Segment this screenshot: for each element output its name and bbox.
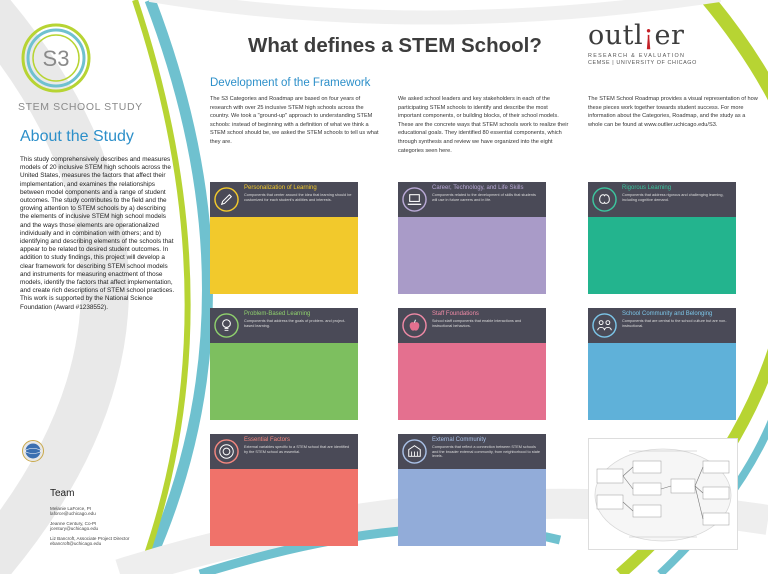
card-color-block (588, 217, 736, 294)
outlier-word-b: er (654, 20, 685, 51)
card-header (398, 182, 546, 217)
card-color-block (588, 343, 736, 420)
card-description: Components related to the development of skills that students will use in future careers and in life. (432, 193, 536, 202)
card-school-community-belonging (588, 308, 736, 420)
card-color-block (398, 217, 546, 294)
card-personalization-of-learning (210, 182, 358, 294)
team-member-name: Liz Bancroft, Associate Project Director (50, 535, 130, 541)
card-description: Components that center around the idea that learning should be customized for each student's abilities and interests. (244, 193, 352, 202)
s3-logo-icon (20, 22, 92, 94)
card-rigorous-learning (588, 182, 736, 294)
outlier-subtitle: RESEARCH & EVALUATION (588, 53, 686, 59)
arc-gray-top (150, 0, 720, 18)
card-color-block (398, 469, 546, 546)
card-header (398, 434, 546, 469)
roadmap-diagram (588, 438, 738, 550)
card-header (210, 434, 358, 469)
team-member-name: Melanie LaForce, PI (50, 506, 92, 511)
card-description: Components that reflect a connection between STEM schools and the broader external community, from neighborhood to state levels. (432, 445, 540, 459)
outlier-affiliation: CEMSE | UNIVERSITY OF CHICAGO (588, 60, 697, 66)
nsf-seal-icon (22, 440, 44, 462)
card-essential-factors (210, 434, 358, 546)
team-member-email: jcentury@uchicago.edu (50, 526, 99, 532)
people-icon (592, 313, 617, 338)
card-color-block (398, 343, 546, 420)
about-body: This study comprehensively describes and measures models of 20 inclusive STEM high schools across the United States, measures the factors that affect their implementation, and examines the relationships between model components and a range of student outcomes. The study contributes to the field and the growing attention to STEM schools by a) describing the elements of inclusive STEM high school models and the ways those elements are operationalized individually and in combination with others; and b) identifying and describing elements of the schools that appear to be related to desired student outcomes. In addition to study findings, this project will develop a clear framework for describing STEM school models and instruments for measuring enactment of those models, identify the factors that affect implementation, and create rich descriptions of STEM school practices. This work is supported by the National Science Foundation (Award #1238552). (20, 156, 175, 311)
development-title: Development of the Framework (210, 77, 371, 89)
card-description: School staff components that enable interactions and instructional behaviors. (432, 319, 522, 328)
card-external-community (398, 434, 546, 546)
card-description: Components that are central to the school culture but are non-instructional. (622, 319, 727, 328)
card-description: Components that address the goals of problem- and project-based learning. (244, 319, 346, 328)
card-header (210, 308, 358, 343)
card-staff-foundations (398, 308, 546, 420)
card-title: Staff Foundations (432, 311, 479, 317)
study-name: STEM SCHOOL STUDY (18, 101, 143, 113)
team-member (50, 536, 190, 547)
sidebar (0, 0, 200, 574)
laptop-icon (402, 187, 427, 212)
card-title: Rigorous Learning (622, 185, 672, 191)
outlier-dot-icon: ¡ (643, 20, 655, 51)
card-title: Problem-Based Learning (244, 311, 311, 317)
development-col-3: The STEM School Roadmap provides a visual representation of how these pieces work together towards student success. For more information about the Categories, Roadmap, and the study as a whole can be found at www.outlier.uchicago.edu/S3. (588, 96, 758, 128)
card-career-technology-life-skills (398, 182, 546, 294)
team-member-name: Jeanne Century, Co-PI (50, 520, 97, 526)
team-member (50, 521, 190, 532)
outlier-logo (588, 22, 728, 66)
card-header (398, 308, 546, 343)
outlier-wordmark (588, 22, 728, 50)
development-col-2: We asked school leaders and key stakeholders in each of the participating STEM schools to identify and describe the most important components, or building blocks, of their school models. These are the concrete ways that STEM schools work to realize their educational goals. They identified 80 essential components, which through synthesis and review we have organized into the eight categories seen here. (398, 96, 569, 154)
logo-text: S3 (42, 46, 70, 71)
card-color-block (210, 469, 358, 546)
team-list (50, 506, 190, 550)
pencil-icon (214, 187, 239, 212)
card-title: External Community (432, 437, 487, 443)
card-header (588, 182, 736, 217)
about-title: About the Study (20, 128, 134, 145)
team-member-email: ebancroft@uchicago.edu (50, 541, 102, 547)
card-color-block (210, 343, 358, 420)
main-title: What defines a STEM School? (248, 34, 542, 57)
team-title: Team (50, 488, 75, 499)
card-header (210, 182, 358, 217)
card-description: External variables specific to a STEM school that are identified by the STEM school as essential. (244, 445, 350, 454)
card-header (588, 308, 736, 343)
card-title: Personalization of Learning (244, 185, 317, 191)
outlier-word-a: outl (588, 20, 644, 51)
roadmap-flow-icon (589, 439, 737, 549)
team-member-email: laforce@uchicago.edu (50, 511, 96, 517)
card-title: School Community and Belonging (622, 311, 713, 317)
team-member (50, 506, 190, 517)
card-description: Components that address rigorous and challenging learning, including cognitive demand. (622, 193, 724, 202)
card-title: Career, Technology, and Life Skills (432, 185, 524, 191)
apple-icon (402, 313, 427, 338)
card-color-block (210, 217, 358, 294)
development-col-1: The S3 Categories and Roadmap are based on four years of research with over 25 inclusive STEM high schools across the country. We took a "ground-up" approach to understanding STEM schools: instead of beginning with a definition of what we think a STEM school should be, we asked the STEM schools to tell us what they are. (210, 96, 379, 145)
building-icon (402, 439, 427, 464)
brain-icon (592, 187, 617, 212)
card-problem-based-learning (210, 308, 358, 420)
target-icon (214, 439, 239, 464)
lightbulb-icon (214, 313, 239, 338)
card-title: Essential Factors (244, 437, 291, 443)
